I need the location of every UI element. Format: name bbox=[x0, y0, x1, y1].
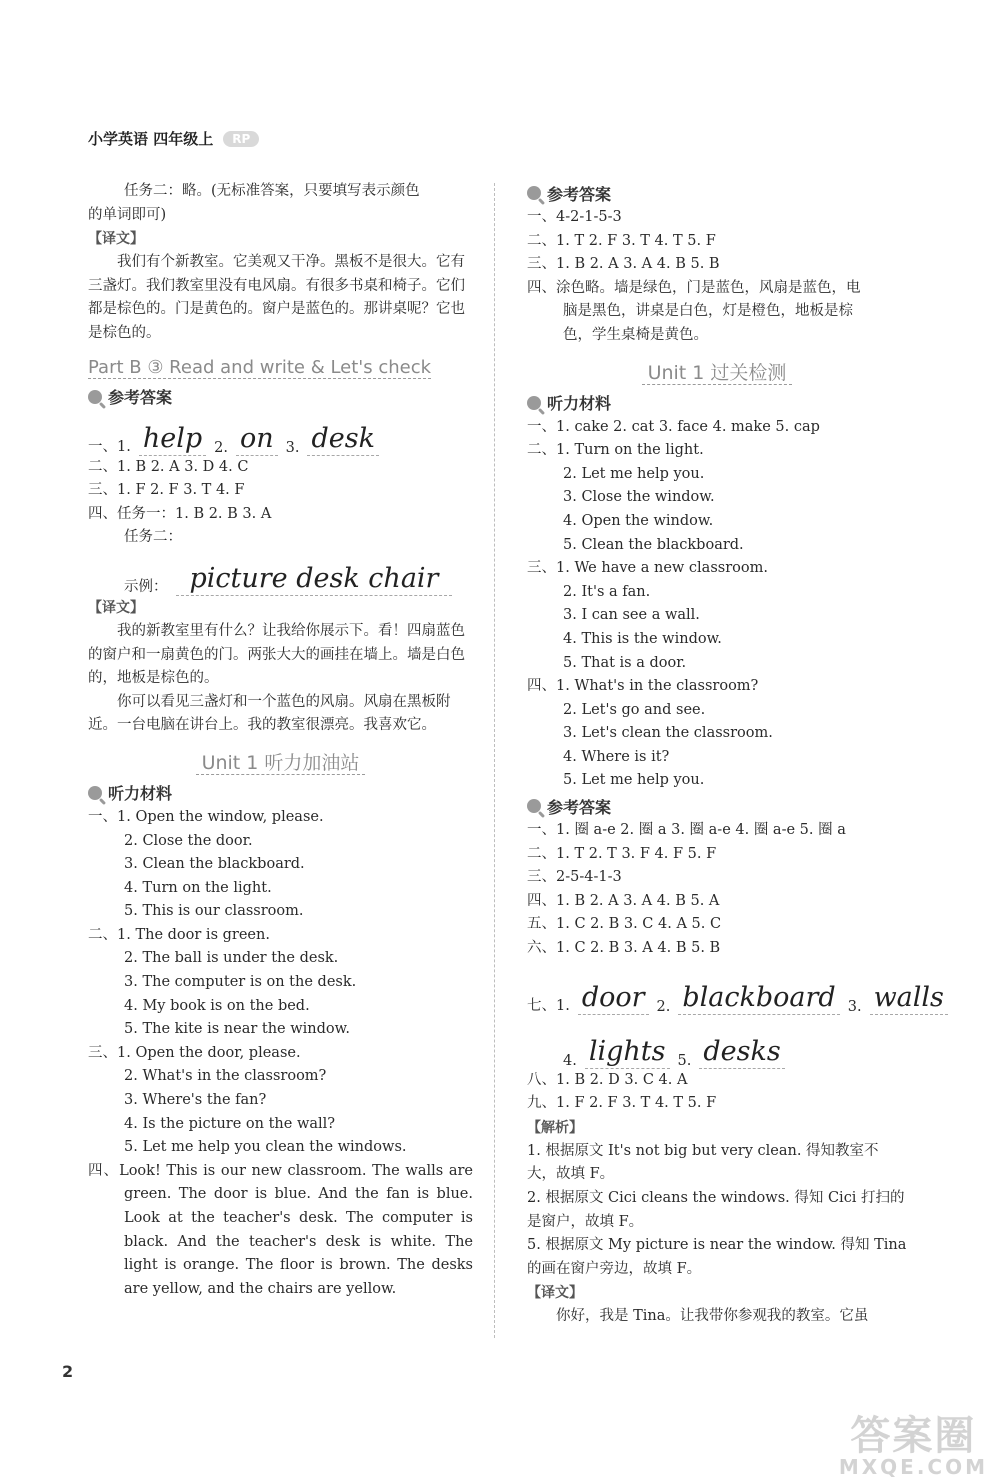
listening-line: 2. Close the door. bbox=[124, 832, 253, 849]
answer-line: 三、2-5-4-1-3 bbox=[527, 869, 622, 886]
listening-paragraph: 四、Look! This is our new classroom. The walls are green. The door is blue. And the fan is blue. Look at the teacher's desk. The computer is black. And the teacher's desk is white. The light is orange. The floor is brown. The desks are yellow, and the chairs are yellow. bbox=[88, 1162, 473, 1297]
listening-line: 4. Where is it? bbox=[563, 748, 670, 765]
answer-line: 三、1. B 2. A 3. A 4. B 5. B bbox=[527, 256, 720, 273]
translation-paragraph: 我的新教室里有什么？让我给你展示下。看！四扇蓝色的窗户和一扇黄色的门。两张大大的画挂在墙上。墙是白色的，地板是棕色的。 你可以看见三盏灯和一个蓝色的风扇。风扇在黑板附近。一台电脑在讲台上。我的教室很漂亮。我喜欢它。 bbox=[88, 622, 465, 734]
q7-row: 七、1. door 2. blackboard 3. walls bbox=[527, 961, 907, 1015]
handwritten-answer: on bbox=[236, 423, 278, 456]
listening-line: 3. The computer is on the desk. bbox=[124, 974, 357, 991]
listening-line: 一、1. Open the window, please. bbox=[88, 808, 324, 825]
translation-paragraph: 你好，我是 Tina。让我带你参观我的教室。它虽 bbox=[556, 1308, 869, 1325]
analysis-item: 5. 根据原文 My picture is near the window. 得知 Tina 的画在窗户旁边，故填 F。 bbox=[527, 1237, 907, 1277]
page-header bbox=[88, 128, 259, 149]
listening-line: 4. Turn on the light. bbox=[124, 879, 272, 896]
task2-text: 任务二：略。(无标准答案，只要填写表示颜色 bbox=[124, 183, 420, 199]
listening-heading: 听力材料 bbox=[88, 780, 473, 806]
listening-line: 2. Let me help you. bbox=[563, 465, 705, 482]
handwritten-answer: blackboard bbox=[678, 982, 839, 1015]
listening-line: 5. Let me help you clean the windows. bbox=[124, 1139, 407, 1156]
handwritten-answer: picture desk chair bbox=[176, 563, 453, 596]
answer-line: 五、1. C 2. B 3. C 4. A 5. C bbox=[527, 916, 722, 933]
task2-text-cont: 的单词即可) bbox=[88, 206, 167, 223]
answer-line: 二、1. T 2. T 3. F 4. F 5. F bbox=[527, 845, 717, 862]
translation-label: 【译文】 bbox=[527, 1285, 583, 1302]
left-column bbox=[88, 180, 473, 1301]
q7-row-cont: 4. lights 5. desks bbox=[527, 1015, 907, 1069]
handwritten-answer: desks bbox=[699, 1036, 784, 1069]
answers-heading: 参考答案 bbox=[527, 793, 907, 819]
listening-line: 一、1. cake 2. cat 3. face 4. make 5. cap bbox=[527, 418, 820, 435]
listening-line: 3. Where's the fan? bbox=[124, 1092, 267, 1109]
listening-line: 4. Is the picture on the wall? bbox=[124, 1115, 336, 1132]
page-number: 2 bbox=[62, 1362, 74, 1381]
answer-line: 四、1. B 2. A 3. A 4. B 5. A bbox=[527, 892, 720, 909]
example-row: 示例： picture desk chair bbox=[88, 550, 473, 596]
listening-line: 4. My book is on the bed. bbox=[124, 997, 310, 1014]
listening-line: 5. This is our classroom. bbox=[124, 903, 304, 920]
listening-line: 3. Clean the blackboard. bbox=[124, 856, 305, 873]
handwritten-answer: walls bbox=[870, 982, 948, 1015]
answer-line: 任务二： bbox=[124, 529, 182, 546]
answer-line: 四、涂色略。墙是绿色，门是蓝色，风扇是蓝色，电 bbox=[527, 279, 861, 296]
watermark-url: MXQE.COM bbox=[838, 1455, 988, 1479]
listening-line: 3. Close the window. bbox=[563, 489, 715, 506]
watermark-text: 答案圈 bbox=[850, 1413, 977, 1459]
handwritten-answer: help bbox=[139, 423, 206, 456]
listening-line: 4. Open the window. bbox=[563, 512, 714, 529]
listening-line: 5. Let me help you. bbox=[563, 772, 705, 789]
translation-label: 【译文】 bbox=[88, 599, 144, 616]
listening-line: 2. The ball is under the desk. bbox=[124, 950, 339, 967]
magnifier-icon bbox=[88, 786, 102, 800]
listening-line: 四、1. What's in the classroom? bbox=[527, 678, 759, 695]
answer-line: 八、1. B 2. D 3. C 4. A bbox=[527, 1071, 688, 1088]
watermark-logo bbox=[839, 1404, 988, 1479]
answer-line: 一、1. 圈 a-e 2. 圈 a 3. 圈 a-e 4. 圈 a-e 5. 圈 a bbox=[527, 822, 846, 839]
listening-line: 5. That is a door. bbox=[563, 654, 687, 671]
listening-line: 4. This is the window. bbox=[563, 630, 722, 647]
listening-line: 二、1. The door is green. bbox=[88, 926, 270, 943]
answer-line: 脑是黑色，讲桌是白色，灯是橙色，地板是棕 bbox=[563, 303, 853, 320]
unit-section-title: Unit 1 听力加油站 bbox=[88, 746, 473, 780]
answer-line: 二、1. B 2. A 3. D 4. C bbox=[88, 458, 249, 475]
listening-line: 3. Let's clean the classroom. bbox=[563, 725, 773, 742]
answer-line: 六、1. C 2. B 3. A 4. B 5. B bbox=[527, 940, 721, 957]
listening-heading: 听力材料 bbox=[527, 390, 907, 416]
column-divider bbox=[494, 183, 495, 1338]
listening-line: 二、1. Turn on the light. bbox=[527, 442, 704, 459]
answer-line: 二、1. T 2. F 3. T 4. T 5. F bbox=[527, 232, 716, 249]
translation-paragraph: 我们有个新教室。它美观又干净。黑板不是很大。它有三盏灯。我们教室里没有电风扇。有很多书桌和椅子。它们都是棕色的。门是黄色的。窗户是蓝色的。那讲桌呢？它也是棕色的。 bbox=[88, 254, 465, 341]
answer-line: 九、1. F 2. F 3. T 4. T 5. F bbox=[527, 1095, 717, 1112]
right-column bbox=[527, 180, 944, 1329]
handwritten-answer: door bbox=[578, 982, 649, 1015]
answer-line: 一、4-2-1-5-3 bbox=[527, 209, 622, 225]
translation-label: 【译文】 bbox=[88, 231, 144, 248]
handwritten-answer: desk bbox=[307, 423, 378, 456]
header-title: 小学英语 四年级上 bbox=[88, 130, 214, 148]
magnifier-icon bbox=[527, 396, 541, 410]
analysis-item: 1. 根据原文 It's not big but very clean. 得知教室不大，故填 F。 bbox=[527, 1142, 879, 1183]
q1-row: 一、1. help 2. on 3. desk bbox=[88, 410, 473, 456]
analysis-item: 2. 根据原文 Cici cleans the windows. 得知 Cici 打扫的是窗户，故填 F。 bbox=[527, 1190, 905, 1230]
listening-line: 三、1. We have a new classroom. bbox=[527, 560, 768, 577]
magnifier-icon bbox=[527, 799, 541, 813]
answers-heading: 参考答案 bbox=[88, 384, 473, 410]
answer-line: 四、任务一：1. B 2. B 3. A bbox=[88, 505, 272, 522]
magnifier-icon bbox=[88, 390, 102, 404]
answer-line: 三、1. F 2. F 3. T 4. F bbox=[88, 482, 245, 499]
magnifier-icon bbox=[527, 186, 541, 200]
edition-badge: RP bbox=[223, 131, 259, 147]
listening-line: 2. What's in the classroom? bbox=[124, 1068, 327, 1085]
listening-line: 三、1. Open the door, please. bbox=[88, 1044, 301, 1061]
listening-line: 3. I can see a wall. bbox=[563, 607, 700, 624]
analysis-label: 【解析】 bbox=[527, 1119, 583, 1136]
answer-line: 色，学生桌椅是黄色。 bbox=[563, 326, 708, 343]
part-b-title: Part B ③ Read and write & Let's check bbox=[88, 356, 432, 378]
handwritten-answer: lights bbox=[585, 1036, 670, 1069]
listening-line: 5. The kite is near the window. bbox=[124, 1021, 350, 1038]
listening-line: 5. Clean the blackboard. bbox=[563, 536, 744, 553]
listening-line: 2. Let's go and see. bbox=[563, 701, 706, 718]
unit-section-title: Unit 1 过关检测 bbox=[527, 356, 907, 390]
listening-line: 2. It's a fan. bbox=[563, 583, 651, 600]
answers-heading: 参考答案 bbox=[527, 180, 907, 206]
